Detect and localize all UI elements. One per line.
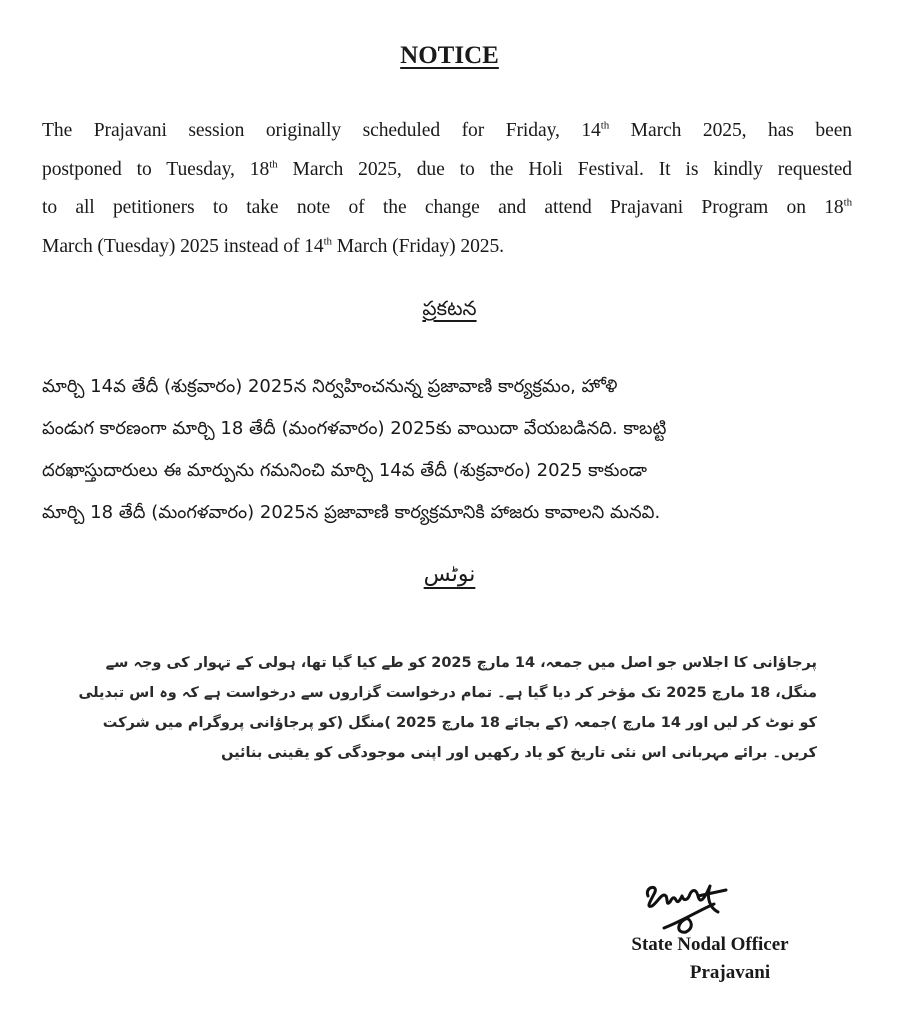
english-line: to all petitioners to take note of the change and attend Prajavani Program on 18th: [42, 196, 852, 218]
signatory-program: Prajavani: [689, 962, 771, 983]
telugu-notice-body: [42, 366, 822, 534]
urdu-line: منگل، 18 مارچ 2025 تک مؤخر کر دیا گیا ہے۔ تمام درخواست گزاروں سے درخواست ہے کہ وہ اس تبدیلی: [78, 685, 817, 701]
urdu-notice-title: نوٹس: [423, 562, 476, 587]
signatory-designation: State Nodal Officer: [631, 934, 789, 955]
telugu-line: పండుగ కారణంగా మార్చి 18 తేదీ (మంగళవారం) 2025కు వాయిదా వేయబడినది. కాబట్టి: [42, 418, 667, 439]
telugu-line: మార్చి 18 తేదీ (మంగళవారం) 2025న ప్రజావాణి కార్యక్రమానికి హాజరు కావాలని మనవి.: [42, 502, 661, 523]
english-line: postponed to Tuesday, 18th March 2025, due to the Holi Festival. It is kindly requested: [42, 157, 852, 180]
urdu-line: کو نوٹ کر لیں اور 14 مارچ )جمعہ (کے بجائے 18 مارچ 2025 )منگل (کو پرجاؤانی پروگرام میں شرکت: [102, 715, 817, 731]
notice-title: NOTICE: [400, 42, 499, 69]
urdu-line: کریں۔ برائے مہربانی اس نئی تاریخ کو یاد رکھیں اور اپنی موجودگی کو یقینی بنائیں: [221, 745, 817, 761]
telugu-notice-title: ప్రకటన: [422, 296, 477, 320]
telugu-line: దరఖాస్తుదారులు ఈ మార్పును గమనించి మార్చి 14వ తేదీ (శుక్రవారం) 2025 కాకుండా: [42, 460, 648, 481]
urdu-notice-body: [42, 648, 817, 768]
english-line: The Prajavani session originally scheduled for Friday, 14th March 2025, has been: [42, 119, 852, 141]
telugu-line: మార్చి 14వ తేదీ (శుక్రవారం) 2025న నిర్వహించనున్న ప్రజావాణి కార్యక్రమం, హోళి: [42, 376, 618, 397]
english-notice-body: [42, 112, 852, 266]
urdu-line: پرجاؤانی کا اجلاس جو اصل میں جمعہ، 14 مارچ 2025 کو طے کیا گیا تھا، ہولی کے تہوار کی وجہ سے: [105, 655, 817, 671]
english-line: March (Tuesday) 2025 instead of 14th March (Friday) 2025.: [42, 234, 504, 257]
handwritten-signature: [640, 878, 760, 938]
